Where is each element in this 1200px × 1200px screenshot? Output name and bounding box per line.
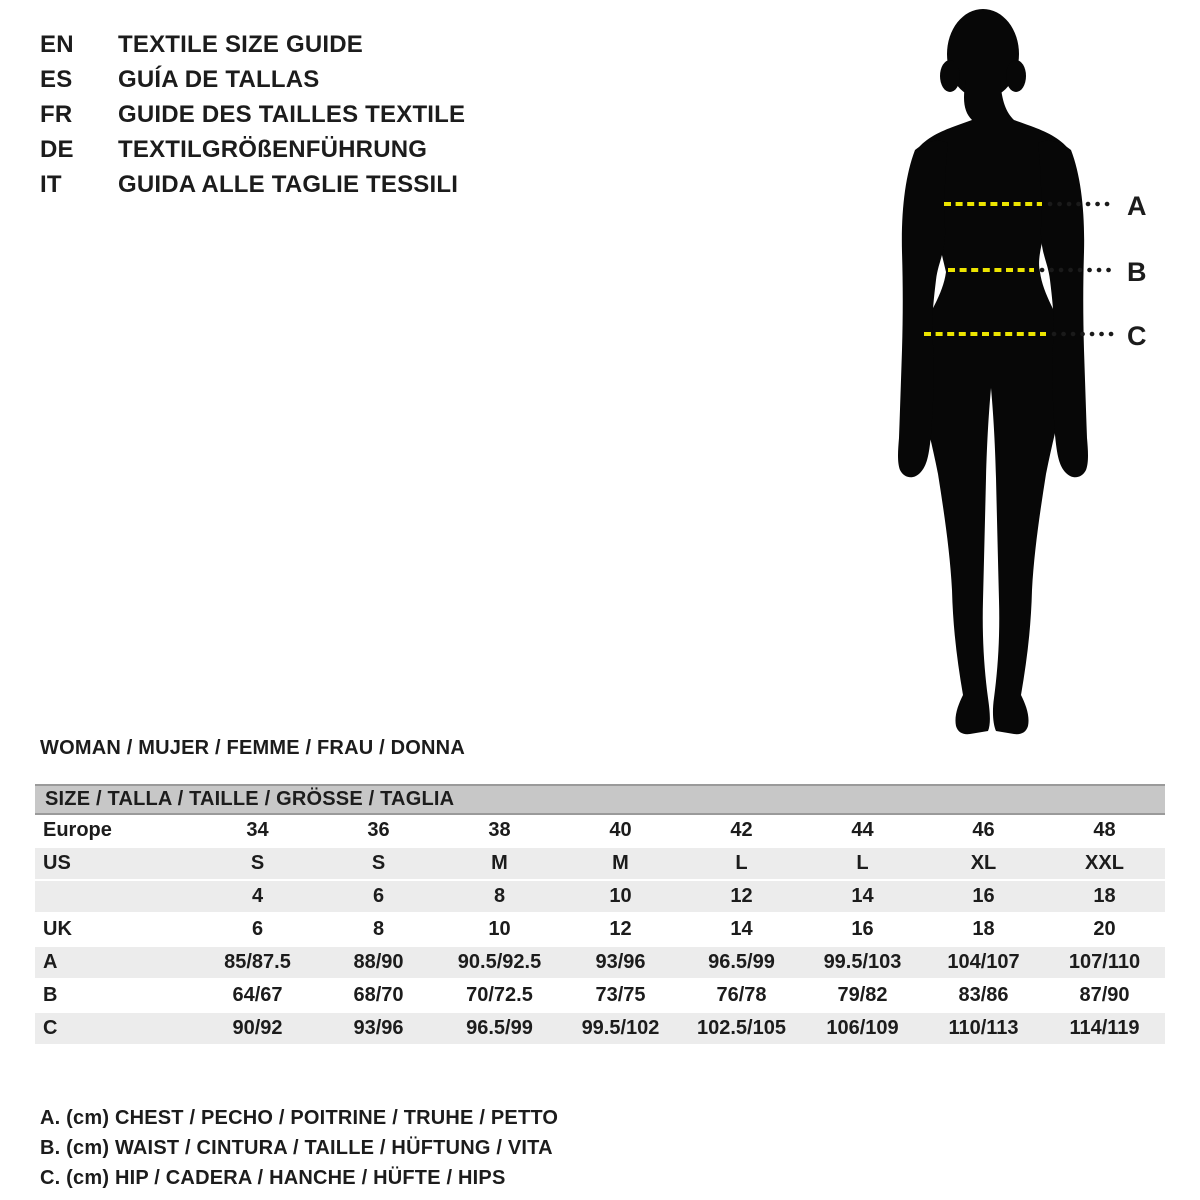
language-code: FR [40,101,73,128]
row-label: B [43,984,58,1006]
size-value-cell: 8 [372,918,385,940]
size-value-cell: 16 [972,885,995,907]
table-row [35,815,1165,848]
language-row [40,132,465,167]
size-value-cell: 85/87.5 [224,951,291,973]
language-code: IT [40,171,62,198]
size-value-cell: 110/113 [948,1017,1019,1039]
table-row [35,980,1165,1013]
size-value-cell: M [612,852,629,874]
table-row [35,947,1165,980]
size-value-cell: M [491,852,508,874]
size-table-body [35,815,1165,1046]
size-value-cell: 93/96 [595,951,646,973]
woman-silhouette-icon [898,9,1088,734]
language-guide [40,27,465,202]
size-value-cell: 6 [251,918,264,940]
language-label: GUIDA ALLE TAGLIE TESSILI [118,171,459,198]
size-value-cell: 18 [1093,885,1116,907]
size-value-cell: 96.5/99 [466,1017,533,1039]
woman-silhouette-figure [878,0,1200,760]
row-label: Europe [43,819,112,841]
size-value-cell: 48 [1093,819,1116,841]
row-label: C [43,1017,58,1039]
language-label: TEXTILGRÖßENFÜHRUNG [118,136,428,163]
row-label: UK [43,918,72,940]
language-label: GUÍA DE TALLAS [118,66,320,93]
size-value-cell: 12 [730,885,753,907]
section-title: WOMAN / MUJER / FEMME / FRAU / DONNA [40,737,465,759]
size-value-cell: 104/107 [947,951,1020,973]
size-value-cell: 10 [488,918,511,940]
language-code: ES [40,66,73,93]
legend-waist: B. (cm) WAIST / CINTURA / TAILLE / HÜFTUNG / VITA [40,1137,553,1159]
size-value-cell: 36 [367,819,390,841]
size-value-cell: 90.5/92.5 [457,951,542,973]
size-value-cell: 64/67 [232,984,283,1006]
size-value-cell: 8 [493,885,506,907]
size-value-cell: 93/96 [353,1017,404,1039]
legend-hip: C. (cm) HIP / CADERA / HANCHE / HÜFTE / HIPS [40,1167,506,1189]
size-value-cell: 106/109 [826,1017,899,1039]
language-code: DE [40,136,74,163]
size-value-cell: 20 [1093,918,1116,940]
measurement-legend [40,1103,558,1193]
language-row [40,27,465,62]
size-value-cell: 18 [972,918,995,940]
size-value-cell: 73/75 [595,984,646,1006]
size-value-cell: 6 [372,885,385,907]
size-value-cell: 38 [488,819,511,841]
size-value-cell: 79/82 [837,984,888,1006]
size-value-cell: 88/90 [353,951,404,973]
row-label: US [43,852,71,874]
size-value-cell: 76/78 [716,984,767,1006]
size-value-cell: 99.5/102 [581,1017,660,1039]
size-value-cell: S [371,852,386,874]
table-row [35,881,1165,914]
size-value-cell: XL [970,852,997,874]
size-value-cell: 34 [246,819,269,841]
size-value-cell: 16 [851,918,874,940]
size-value-cell: L [856,852,869,874]
row-label: A [43,951,58,973]
language-row [40,62,465,97]
size-table [35,784,1165,1046]
size-value-cell: 12 [609,918,632,940]
size-value-cell: 102.5/105 [697,1017,786,1039]
size-value-cell: 70/72.5 [466,984,533,1006]
size-value-cell: 46 [972,819,995,841]
language-row [40,97,465,132]
measure-label-b: B [1127,257,1147,287]
table-row [35,914,1165,947]
size-value-cell: 14 [730,918,753,940]
size-value-cell: 99.5/103 [823,951,902,973]
size-value-cell: 83/86 [958,984,1009,1006]
language-row [40,167,465,202]
measure-label-a: A [1127,191,1147,221]
size-value-cell: 42 [730,819,753,841]
size-value-cell: 44 [851,819,874,841]
table-row [35,1013,1165,1046]
size-table-header: SIZE / TALLA / TAILLE / GRÖSSE / TAGLIA [35,784,1165,815]
size-value-cell: 4 [251,885,264,907]
measure-label-c: C [1127,321,1147,351]
table-row [35,848,1165,881]
size-value-cell: 10 [609,885,632,907]
size-value-cell: L [735,852,748,874]
size-value-cell: 114/119 [1069,1017,1140,1039]
size-value-cell: 107/110 [1068,951,1141,973]
size-value-cell: 68/70 [353,984,404,1006]
legend-chest: A. (cm) CHEST / PECHO / POITRINE / TRUHE / PETTO [40,1107,559,1129]
language-code: EN [40,31,74,58]
size-value-cell: 14 [851,885,874,907]
size-value-cell: S [250,852,265,874]
size-value-cell: 87/90 [1079,984,1130,1006]
size-value-cell: 90/92 [232,1017,283,1039]
size-value-cell: 96.5/99 [708,951,775,973]
language-label: GUIDE DES TAILLES TEXTILE [118,101,466,128]
size-value-cell: 40 [609,819,632,841]
language-label: TEXTILE SIZE GUIDE [118,31,363,58]
size-value-cell: XXL [1085,852,1124,874]
